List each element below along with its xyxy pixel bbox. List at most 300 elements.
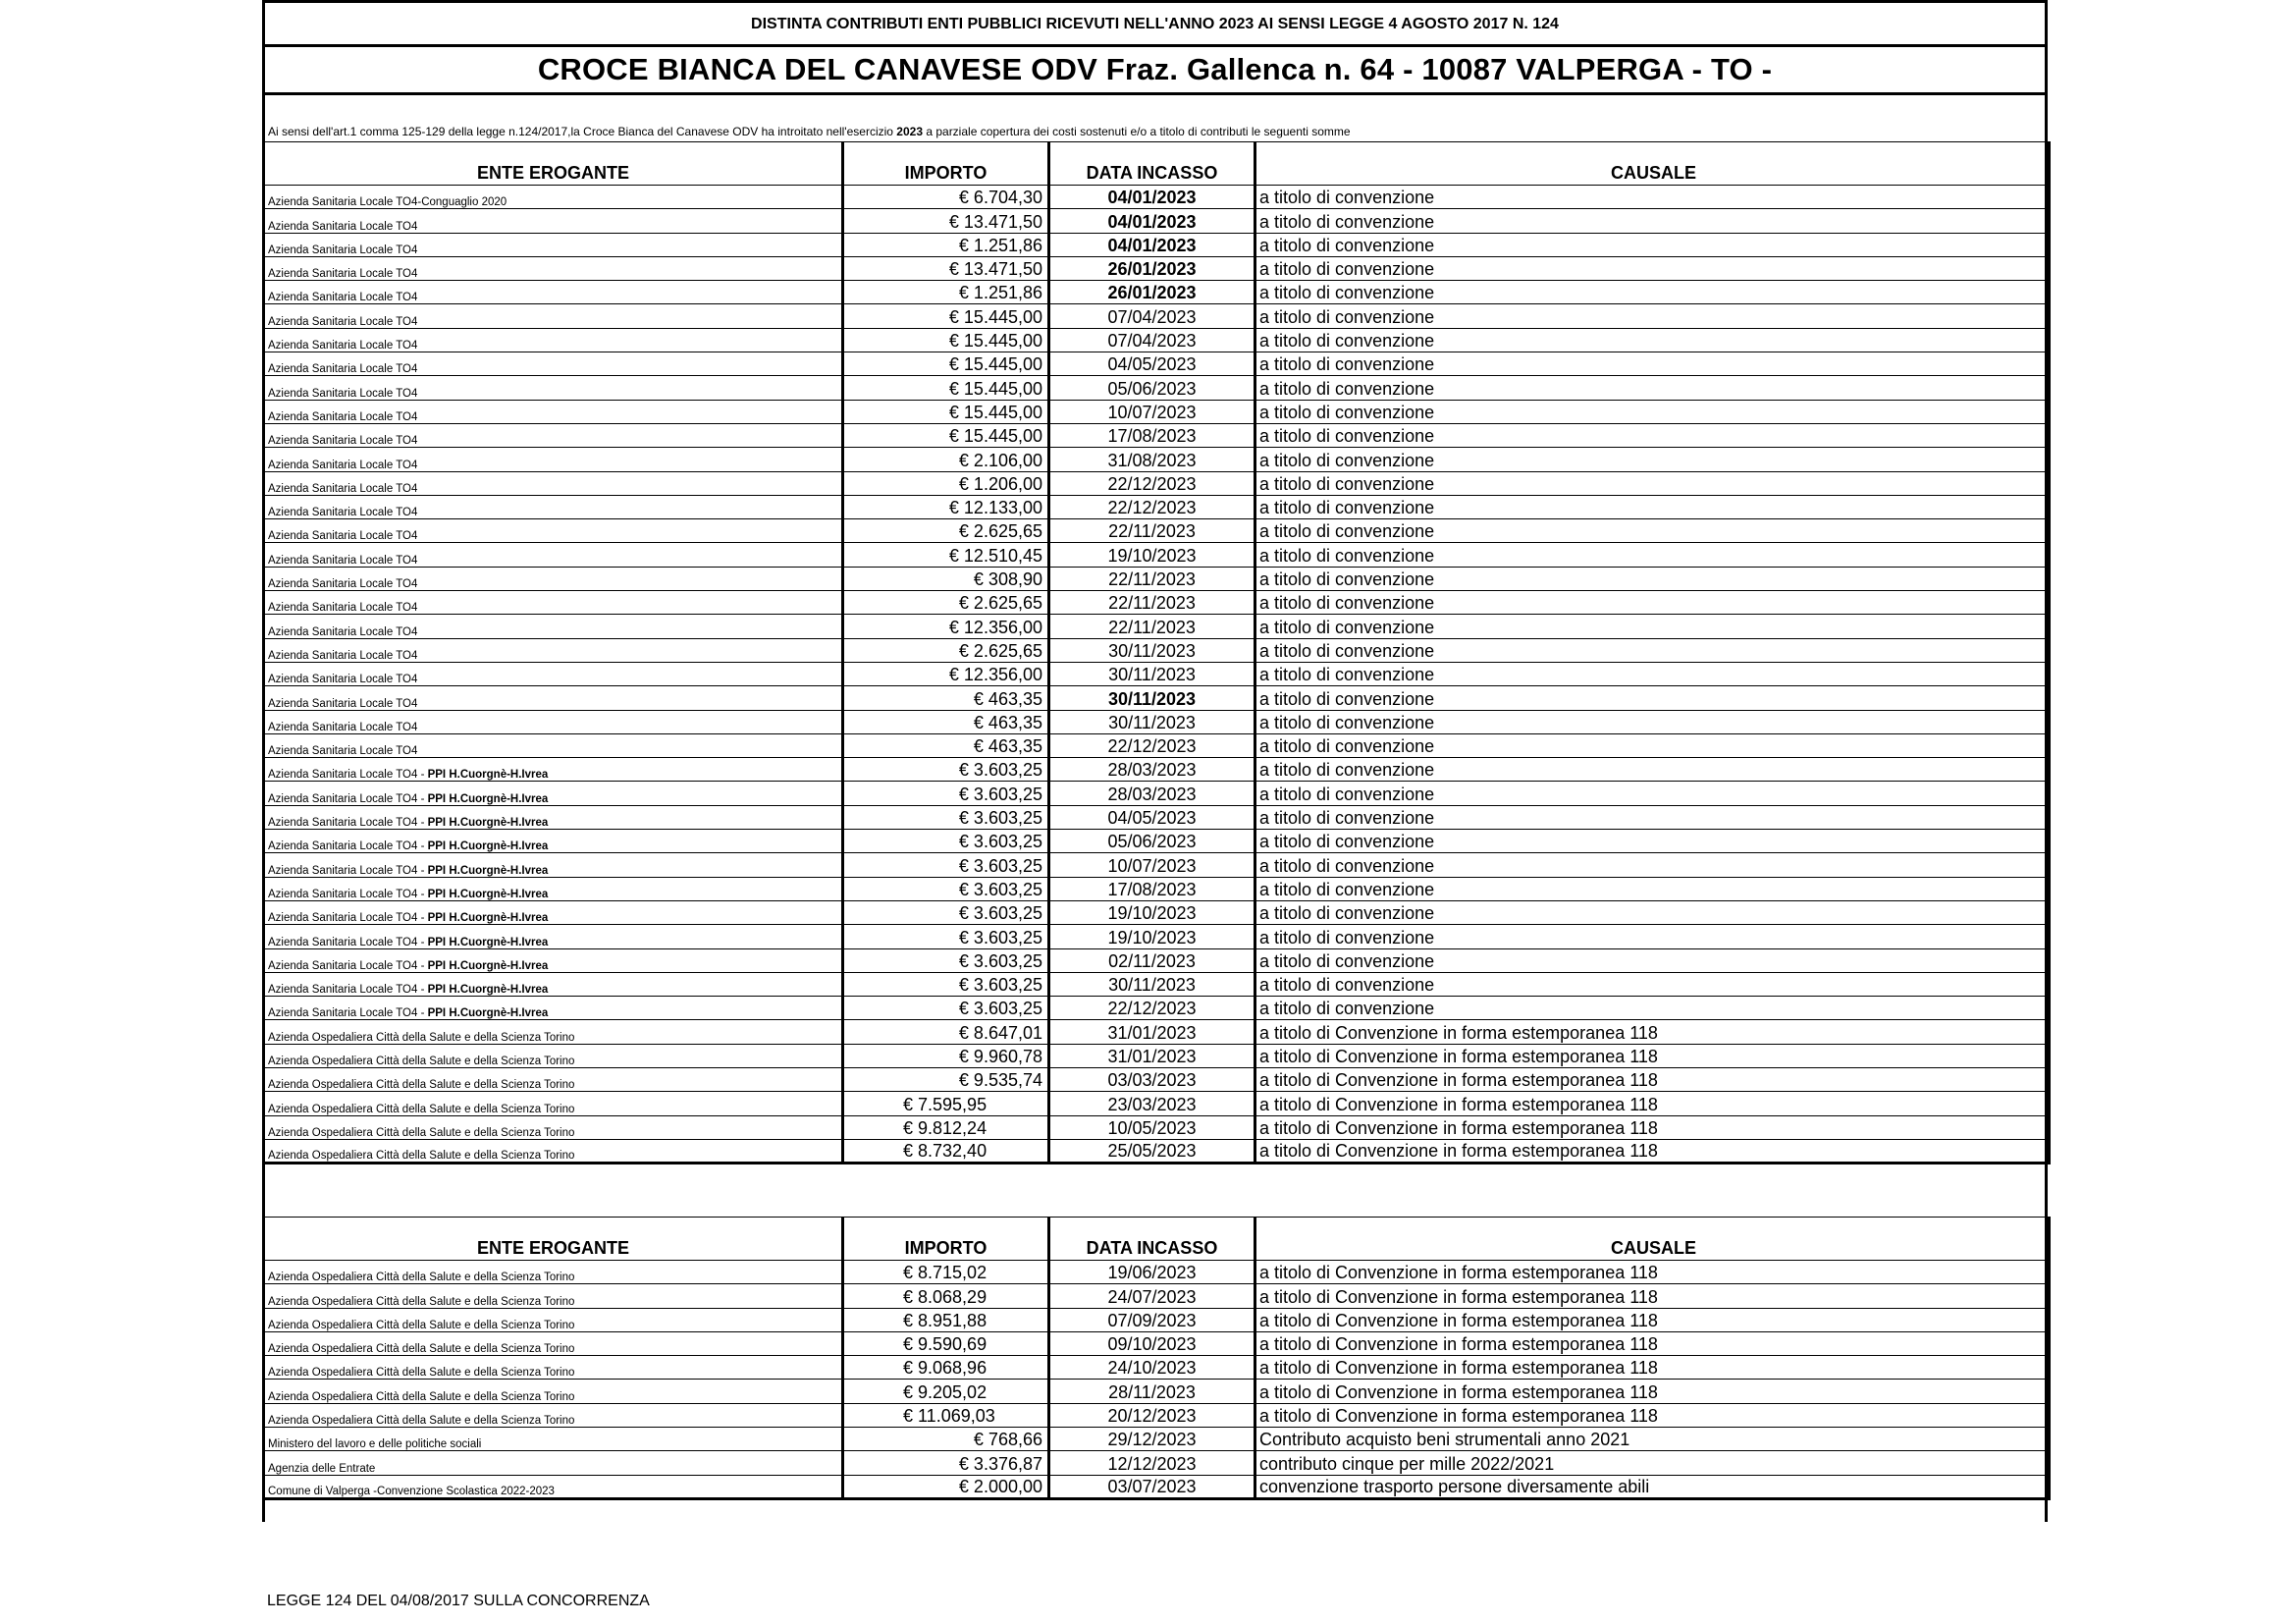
ente-text: Azienda Sanitaria Locale TO4 — [268, 697, 418, 710]
table-row — [264, 1308, 2050, 1331]
ente-text: Azienda Sanitaria Locale TO4 — [268, 244, 418, 256]
cell-data-incasso: 09/10/2023 — [1049, 1331, 1255, 1355]
table-row — [264, 1092, 2050, 1115]
ente-text: Comune di Valperga -Convenzione Scolastica 2022-2023 — [268, 1485, 555, 1497]
cell-data-incasso: 30/11/2023 — [1049, 972, 1255, 996]
cell-causale: a titolo di convenzione — [1255, 900, 2050, 924]
cell-causale: a titolo di convenzione — [1255, 662, 2050, 685]
cell-data-incasso: 03/07/2023 — [1049, 1475, 1255, 1498]
table-row — [264, 686, 2050, 710]
ente-text: Azienda Sanitaria Locale TO4 - — [268, 888, 428, 900]
cell-ente — [264, 352, 843, 376]
header-causale: CAUSALE — [1255, 142, 2050, 186]
table-row — [264, 615, 2050, 638]
ente-bold-text: PPI H.Cuorgnè-H.Ivrea — [427, 817, 549, 830]
cell-importo: € 8.951,88 — [843, 1308, 1049, 1331]
cell-ente — [264, 1356, 843, 1380]
cell-importo: € 15.445,00 — [843, 376, 1049, 400]
header-ente: ENTE EROGANTE — [264, 1218, 843, 1261]
cell-causale: a titolo di convenzione — [1255, 997, 2050, 1020]
cell-importo: € 9.068,96 — [843, 1356, 1049, 1380]
header-importo: IMPORTO — [843, 1218, 1049, 1261]
cell-importo: € 12.356,00 — [843, 615, 1049, 638]
cell-ente — [264, 209, 843, 233]
cell-ente — [264, 638, 843, 662]
ente-text: Azienda Ospedaliera Città della Salute e della Scienza Torino — [268, 1150, 575, 1163]
cell-data-incasso: 03/03/2023 — [1049, 1067, 1255, 1091]
cell-data-incasso: 26/01/2023 — [1049, 256, 1255, 280]
cell-causale: a titolo di Convenzione in forma estemporanea 118 — [1255, 1331, 2050, 1355]
cell-causale: a titolo di convenzione — [1255, 686, 2050, 710]
cell-importo: € 8.715,02 — [843, 1261, 1049, 1284]
ente-text: Azienda Ospedaliera Città della Salute e della Scienza Torino — [268, 1272, 575, 1284]
cell-causale: a titolo di convenzione — [1255, 638, 2050, 662]
cell-importo: € 3.603,25 — [843, 877, 1049, 900]
table-row — [264, 853, 2050, 877]
cell-data-incasso: 31/08/2023 — [1049, 448, 1255, 471]
table-row — [264, 352, 2050, 376]
ente-text: Azienda Sanitaria Locale TO4 — [268, 625, 418, 638]
cell-causale: a titolo di convenzione — [1255, 209, 2050, 233]
cell-causale: a titolo di Convenzione in forma estemporanea 118 — [1255, 1044, 2050, 1067]
table-row — [264, 1284, 2050, 1308]
cell-causale: a titolo di Convenzione in forma estemporanea 118 — [1255, 1403, 2050, 1427]
cell-causale: a titolo di convenzione — [1255, 972, 2050, 996]
cell-importo: € 3.603,25 — [843, 900, 1049, 924]
cell-importo: € 3.603,25 — [843, 997, 1049, 1020]
cell-causale: a titolo di Convenzione in forma estemporanea 118 — [1255, 1308, 2050, 1331]
ente-bold-text: PPI H.Cuorgnè-H.Ivrea — [427, 959, 549, 972]
cell-ente — [264, 423, 843, 447]
cell-causale: a titolo di Convenzione in forma estemporanea 118 — [1255, 1092, 2050, 1115]
cell-data-incasso: 22/12/2023 — [1049, 495, 1255, 518]
cell-ente — [264, 662, 843, 685]
cell-causale: a titolo di convenzione — [1255, 423, 2050, 447]
table-row — [264, 495, 2050, 518]
ente-text: Azienda Sanitaria Locale TO4 — [268, 268, 418, 281]
cell-causale: a titolo di convenzione — [1255, 615, 2050, 638]
ente-text: Azienda Sanitaria Locale TO4 — [268, 340, 418, 352]
cell-data-incasso: 28/11/2023 — [1049, 1380, 1255, 1403]
cell-ente — [264, 328, 843, 352]
table-row — [264, 519, 2050, 543]
cell-importo: € 3.603,25 — [843, 830, 1049, 853]
cell-ente — [264, 877, 843, 900]
table-row — [264, 758, 2050, 782]
cell-causale: a titolo di Convenzione in forma estemporanea 118 — [1255, 1356, 2050, 1380]
cell-importo: € 6.704,30 — [843, 186, 1049, 209]
cell-ente — [264, 186, 843, 209]
table-row — [264, 782, 2050, 805]
cell-data-incasso: 07/09/2023 — [1049, 1308, 1255, 1331]
ente-text: Azienda Sanitaria Locale TO4 - — [268, 959, 428, 972]
cell-ente — [264, 1428, 843, 1451]
ente-bold-text: PPI H.Cuorgnè-H.Ivrea — [427, 912, 549, 925]
cell-causale: a titolo di convenzione — [1255, 805, 2050, 829]
cell-causale: a titolo di convenzione — [1255, 758, 2050, 782]
cell-data-incasso: 10/07/2023 — [1049, 853, 1255, 877]
cell-data-incasso: 31/01/2023 — [1049, 1020, 1255, 1044]
cell-data-incasso: 20/12/2023 — [1049, 1403, 1255, 1427]
cell-importo: € 1.206,00 — [843, 471, 1049, 495]
ente-text: Azienda Ospedaliera Città della Salute e della Scienza Torino — [268, 1079, 575, 1092]
ente-text: Azienda Sanitaria Locale TO4 - — [268, 840, 428, 853]
cell-data-incasso: 04/05/2023 — [1049, 805, 1255, 829]
ente-text: Azienda Sanitaria Locale TO4 — [268, 459, 418, 471]
cell-data-incasso: 05/06/2023 — [1049, 830, 1255, 853]
table-row — [264, 423, 2050, 447]
cell-ente — [264, 471, 843, 495]
cell-importo: € 12.510,45 — [843, 543, 1049, 567]
cell-causale: a titolo di convenzione — [1255, 256, 2050, 280]
cell-data-incasso: 19/06/2023 — [1049, 1261, 1255, 1284]
table-header-row — [264, 142, 2050, 186]
table-row — [264, 448, 2050, 471]
table-row — [264, 997, 2050, 1020]
cell-importo: € 2.625,65 — [843, 591, 1049, 615]
cell-data-incasso: 10/05/2023 — [1049, 1115, 1255, 1139]
table-row — [264, 304, 2050, 328]
cell-ente — [264, 1380, 843, 1403]
ente-text: Azienda Sanitaria Locale TO4 — [268, 482, 418, 495]
table-row — [264, 256, 2050, 280]
cell-importo: € 3.603,25 — [843, 853, 1049, 877]
cell-ente — [264, 1331, 843, 1355]
cell-importo: € 15.445,00 — [843, 328, 1049, 352]
cell-ente — [264, 256, 843, 280]
table-row — [264, 1356, 2050, 1380]
ente-text: Azienda Sanitaria Locale TO4 - — [268, 936, 428, 948]
ente-text: Azienda Sanitaria Locale TO4 — [268, 363, 418, 376]
cell-data-incasso: 28/03/2023 — [1049, 758, 1255, 782]
cell-ente — [264, 495, 843, 518]
table-row — [264, 638, 2050, 662]
cell-importo: € 768,66 — [843, 1428, 1049, 1451]
cell-ente — [264, 1067, 843, 1091]
cell-importo: € 9.535,74 — [843, 1067, 1049, 1091]
ente-bold-text: PPI H.Cuorgnè-H.Ivrea — [427, 888, 549, 900]
cell-ente — [264, 830, 843, 853]
cell-causale: a titolo di convenzione — [1255, 925, 2050, 948]
ente-text: Azienda Sanitaria Locale TO4 - — [268, 817, 428, 830]
cell-importo: € 13.471,50 — [843, 209, 1049, 233]
ente-text: Azienda Sanitaria Locale TO4 - — [268, 912, 428, 925]
cell-ente — [264, 1475, 843, 1498]
cell-ente — [264, 686, 843, 710]
cell-ente — [264, 304, 843, 328]
cell-importo: € 8.068,29 — [843, 1284, 1049, 1308]
cell-ente — [264, 400, 843, 423]
table-row — [264, 710, 2050, 733]
ente-text: Azienda Sanitaria Locale TO4 - — [268, 984, 428, 997]
header-data: DATA INCASSO — [1049, 142, 1255, 186]
cell-data-incasso: 10/07/2023 — [1049, 400, 1255, 423]
ente-text: Azienda Sanitaria Locale TO4-Conguaglio 2020 — [268, 196, 507, 209]
table-header-row — [264, 1218, 2050, 1261]
cell-data-incasso: 26/01/2023 — [1049, 281, 1255, 304]
table-row — [264, 1428, 2050, 1451]
cell-importo: € 308,90 — [843, 567, 1049, 590]
cell-ente — [264, 281, 843, 304]
cell-data-incasso: 19/10/2023 — [1049, 900, 1255, 924]
ente-text: Azienda Sanitaria Locale TO4 — [268, 315, 418, 328]
cell-causale: a titolo di Convenzione in forma estemporanea 118 — [1255, 1115, 2050, 1139]
table-row — [264, 1380, 2050, 1403]
cell-ente — [264, 1115, 843, 1139]
cell-causale: a titolo di convenzione — [1255, 186, 2050, 209]
ente-text: Azienda Ospedaliera Città della Salute e della Scienza Torino — [268, 1103, 575, 1115]
cell-ente — [264, 1403, 843, 1427]
ente-bold-text: PPI H.Cuorgnè-H.Ivrea — [427, 864, 549, 877]
ente-text: Azienda Sanitaria Locale TO4 — [268, 554, 418, 567]
cell-ente — [264, 1139, 843, 1163]
cell-importo: € 12.356,00 — [843, 662, 1049, 685]
table-row — [264, 900, 2050, 924]
table-row — [264, 1403, 2050, 1427]
cell-causale: a titolo di convenzione — [1255, 877, 2050, 900]
ente-bold-text: PPI H.Cuorgnè-H.Ivrea — [427, 792, 549, 805]
ente-text: Azienda Ospedaliera Città della Salute e della Scienza Torino — [268, 1126, 575, 1139]
cell-data-incasso: 22/11/2023 — [1049, 591, 1255, 615]
cell-ente — [264, 710, 843, 733]
cell-data-incasso: 22/12/2023 — [1049, 997, 1255, 1020]
cell-ente — [264, 1092, 843, 1115]
cell-data-incasso: 22/12/2023 — [1049, 471, 1255, 495]
cell-data-incasso: 04/01/2023 — [1049, 209, 1255, 233]
cell-data-incasso: 22/12/2023 — [1049, 733, 1255, 757]
cell-causale: a titolo di convenzione — [1255, 710, 2050, 733]
table-row — [264, 830, 2050, 853]
ente-text: Azienda Sanitaria Locale TO4 - — [268, 864, 428, 877]
cell-importo: € 9.590,69 — [843, 1331, 1049, 1355]
table-row — [264, 281, 2050, 304]
intro-text: Ai sensi dell'art.1 comma 125-129 della legge n.124/2017,la Croce Bianca del Canavese ODV ha introitato nell'esercizio 2023 a parziale copertura dei costi sostenuti e/o a titolo di contributi le seguenti somme — [268, 125, 1351, 138]
ente-bold-text: PPI H.Cuorgnè-H.Ivrea — [427, 984, 549, 997]
cell-ente — [264, 1044, 843, 1067]
ente-text: Azienda Sanitaria Locale TO4 — [268, 602, 418, 615]
cell-importo: € 15.445,00 — [843, 423, 1049, 447]
cell-causale: a titolo di convenzione — [1255, 948, 2050, 972]
cell-importo: € 13.471,50 — [843, 256, 1049, 280]
ente-bold-text: PPI H.Cuorgnè-H.Ivrea — [427, 936, 549, 948]
cell-data-incasso: 30/11/2023 — [1049, 686, 1255, 710]
cell-importo: € 1.251,86 — [843, 233, 1049, 256]
cell-importo: € 9.812,24 — [843, 1115, 1049, 1139]
cell-importo: € 3.603,25 — [843, 972, 1049, 996]
cell-importo: € 3.603,25 — [843, 758, 1049, 782]
cell-data-incasso: 22/11/2023 — [1049, 519, 1255, 543]
cell-importo: € 2.625,65 — [843, 519, 1049, 543]
cell-causale: convenzione trasporto persone diversamente abili — [1255, 1475, 2050, 1498]
cell-data-incasso: 30/11/2023 — [1049, 638, 1255, 662]
cell-causale: contributo cinque per mille 2022/2021 — [1255, 1451, 2050, 1475]
cell-causale: a titolo di convenzione — [1255, 352, 2050, 376]
cell-data-incasso: 12/12/2023 — [1049, 1451, 1255, 1475]
ente-text: Azienda Sanitaria Locale TO4 — [268, 507, 418, 519]
table-row — [264, 733, 2050, 757]
cell-data-incasso: 22/11/2023 — [1049, 615, 1255, 638]
table-row — [264, 400, 2050, 423]
cell-data-incasso: 25/05/2023 — [1049, 1139, 1255, 1163]
ente-text: Azienda Sanitaria Locale TO4 — [268, 292, 418, 304]
cell-importo: € 15.445,00 — [843, 352, 1049, 376]
ente-text: Azienda Sanitaria Locale TO4 — [268, 578, 418, 591]
cell-data-incasso: 19/10/2023 — [1049, 925, 1255, 948]
ente-text: Azienda Sanitaria Locale TO4 — [268, 410, 418, 423]
table-row — [264, 1139, 2050, 1163]
cell-ente — [264, 758, 843, 782]
cell-data-incasso: 05/06/2023 — [1049, 376, 1255, 400]
table-row — [264, 376, 2050, 400]
cell-ente — [264, 1451, 843, 1475]
ente-text: Azienda Sanitaria Locale TO4 - — [268, 769, 428, 782]
cell-data-incasso: 04/01/2023 — [1049, 233, 1255, 256]
cell-causale: a titolo di convenzione — [1255, 733, 2050, 757]
cell-ente — [264, 543, 843, 567]
cell-causale: a titolo di Convenzione in forma estemporanea 118 — [1255, 1067, 2050, 1091]
ente-text: Azienda Sanitaria Locale TO4 - — [268, 792, 428, 805]
cell-ente — [264, 448, 843, 471]
cell-importo: € 1.251,86 — [843, 281, 1049, 304]
table-row — [264, 925, 2050, 948]
cell-causale: a titolo di convenzione — [1255, 376, 2050, 400]
cell-ente — [264, 1308, 843, 1331]
cell-ente — [264, 805, 843, 829]
table-row — [264, 1044, 2050, 1067]
cell-importo: € 11.069,03 — [843, 1403, 1049, 1427]
table-row — [264, 662, 2050, 685]
cell-ente — [264, 1284, 843, 1308]
header-importo: IMPORTO — [843, 142, 1049, 186]
ente-text: Azienda Sanitaria Locale TO4 — [268, 649, 418, 662]
table-row — [264, 328, 2050, 352]
cell-causale: a titolo di Convenzione in forma estemporanea 118 — [1255, 1284, 2050, 1308]
cell-causale: a titolo di Convenzione in forma estemporanea 118 — [1255, 1261, 2050, 1284]
ente-text: Azienda Ospedaliera Città della Salute e della Scienza Torino — [268, 1415, 575, 1428]
cell-importo: € 9.960,78 — [843, 1044, 1049, 1067]
cell-ente — [264, 733, 843, 757]
cell-causale: a titolo di convenzione — [1255, 400, 2050, 423]
cell-importo: € 12.133,00 — [843, 495, 1049, 518]
table-row — [264, 1451, 2050, 1475]
cell-ente — [264, 376, 843, 400]
cell-data-incasso: 29/12/2023 — [1049, 1428, 1255, 1451]
cell-importo: € 15.445,00 — [843, 400, 1049, 423]
cell-data-incasso: 19/10/2023 — [1049, 543, 1255, 567]
header-data: DATA INCASSO — [1049, 1218, 1255, 1261]
table-row — [264, 543, 2050, 567]
ente-bold-text: PPI H.Cuorgnè-H.Ivrea — [427, 769, 549, 782]
footer-note: LEGGE 124 DEL 04/08/2017 SULLA CONCORRENZA — [267, 1593, 650, 1609]
cell-importo: € 463,35 — [843, 686, 1049, 710]
cell-causale: Contributo acquisto beni strumentali anno 2021 — [1255, 1428, 2050, 1451]
ente-bold-text: PPI H.Cuorgnè-H.Ivrea — [427, 840, 549, 853]
cell-ente — [264, 972, 843, 996]
ente-text: Azienda Sanitaria Locale TO4 - — [268, 1007, 428, 1020]
ente-text: Ministero del lavoro e delle politiche sociali — [268, 1438, 482, 1451]
cell-causale: a titolo di convenzione — [1255, 853, 2050, 877]
cell-data-incasso: 23/03/2023 — [1049, 1092, 1255, 1115]
cell-causale: a titolo di convenzione — [1255, 782, 2050, 805]
table-row — [264, 1331, 2050, 1355]
cell-ente — [264, 615, 843, 638]
table-row — [264, 972, 2050, 996]
cell-data-incasso: 17/08/2023 — [1049, 877, 1255, 900]
table-row — [264, 948, 2050, 972]
cell-causale: a titolo di convenzione — [1255, 233, 2050, 256]
ente-text: Azienda Sanitaria Locale TO4 — [268, 435, 418, 448]
cell-ente — [264, 997, 843, 1020]
table-row — [264, 233, 2050, 256]
cell-importo: € 9.205,02 — [843, 1380, 1049, 1403]
table-row — [264, 1261, 2050, 1284]
cell-ente — [264, 782, 843, 805]
cell-data-incasso: 22/11/2023 — [1049, 567, 1255, 590]
table-row — [264, 1475, 2050, 1498]
document-sheet — [262, 0, 2048, 1522]
cell-causale: a titolo di convenzione — [1255, 543, 2050, 567]
cell-causale: a titolo di convenzione — [1255, 567, 2050, 590]
cell-causale: a titolo di Convenzione in forma estemporanea 118 — [1255, 1020, 2050, 1044]
cell-importo: € 2.106,00 — [843, 448, 1049, 471]
divider — [262, 92, 2048, 95]
cell-ente — [264, 1020, 843, 1044]
table-row — [264, 1020, 2050, 1044]
cell-causale: a titolo di convenzione — [1255, 471, 2050, 495]
ente-text: Azienda Ospedaliera Città della Salute e della Scienza Torino — [268, 1295, 575, 1308]
cell-importo: € 463,35 — [843, 733, 1049, 757]
ente-text: Azienda Sanitaria Locale TO4 — [268, 530, 418, 543]
table-row — [264, 877, 2050, 900]
ente-text: Azienda Sanitaria Locale TO4 — [268, 387, 418, 400]
cell-importo: € 3.376,87 — [843, 1451, 1049, 1475]
table-row — [264, 805, 2050, 829]
cell-causale: a titolo di convenzione — [1255, 281, 2050, 304]
ente-bold-text: PPI H.Cuorgnè-H.Ivrea — [427, 1007, 549, 1020]
cell-data-incasso: 30/11/2023 — [1049, 662, 1255, 685]
ente-text: Azienda Ospedaliera Città della Salute e della Scienza Torino — [268, 1343, 575, 1356]
cell-data-incasso: 04/05/2023 — [1049, 352, 1255, 376]
header-ente: ENTE EROGANTE — [264, 142, 843, 186]
ente-text: Azienda Ospedaliera Città della Salute e della Scienza Torino — [268, 1319, 575, 1331]
cell-data-incasso: 04/01/2023 — [1049, 186, 1255, 209]
table-row — [264, 471, 2050, 495]
ente-text: Azienda Ospedaliera Città della Salute e della Scienza Torino — [268, 1367, 575, 1380]
cell-importo: € 463,35 — [843, 710, 1049, 733]
cell-data-incasso: 02/11/2023 — [1049, 948, 1255, 972]
cell-data-incasso: 31/01/2023 — [1049, 1044, 1255, 1067]
cell-ente — [264, 900, 843, 924]
cell-importo: € 15.445,00 — [843, 304, 1049, 328]
cell-importo: € 3.603,25 — [843, 925, 1049, 948]
cell-ente — [264, 519, 843, 543]
cell-importo: € 2.000,00 — [843, 1475, 1049, 1498]
organization-title: CROCE BIANCA DEL CANAVESE ODV Fraz. Gallenca n. 64 - 10087 VALPERGA - TO - — [537, 52, 1773, 86]
cell-causale: a titolo di convenzione — [1255, 328, 2050, 352]
cell-causale: a titolo di convenzione — [1255, 448, 2050, 471]
cell-ente — [264, 1261, 843, 1284]
ente-text: Azienda Ospedaliera Città della Salute e della Scienza Torino — [268, 1031, 575, 1044]
table-row — [264, 1115, 2050, 1139]
cell-ente — [264, 853, 843, 877]
table-row — [264, 186, 2050, 209]
cell-causale: a titolo di convenzione — [1255, 495, 2050, 518]
ente-text: Agenzia delle Entrate — [268, 1462, 376, 1475]
ente-text: Azienda Sanitaria Locale TO4 — [268, 674, 418, 686]
table-row — [264, 567, 2050, 590]
contributions-table-1 — [262, 141, 2051, 1164]
ente-text: Azienda Sanitaria Locale TO4 — [268, 745, 418, 758]
